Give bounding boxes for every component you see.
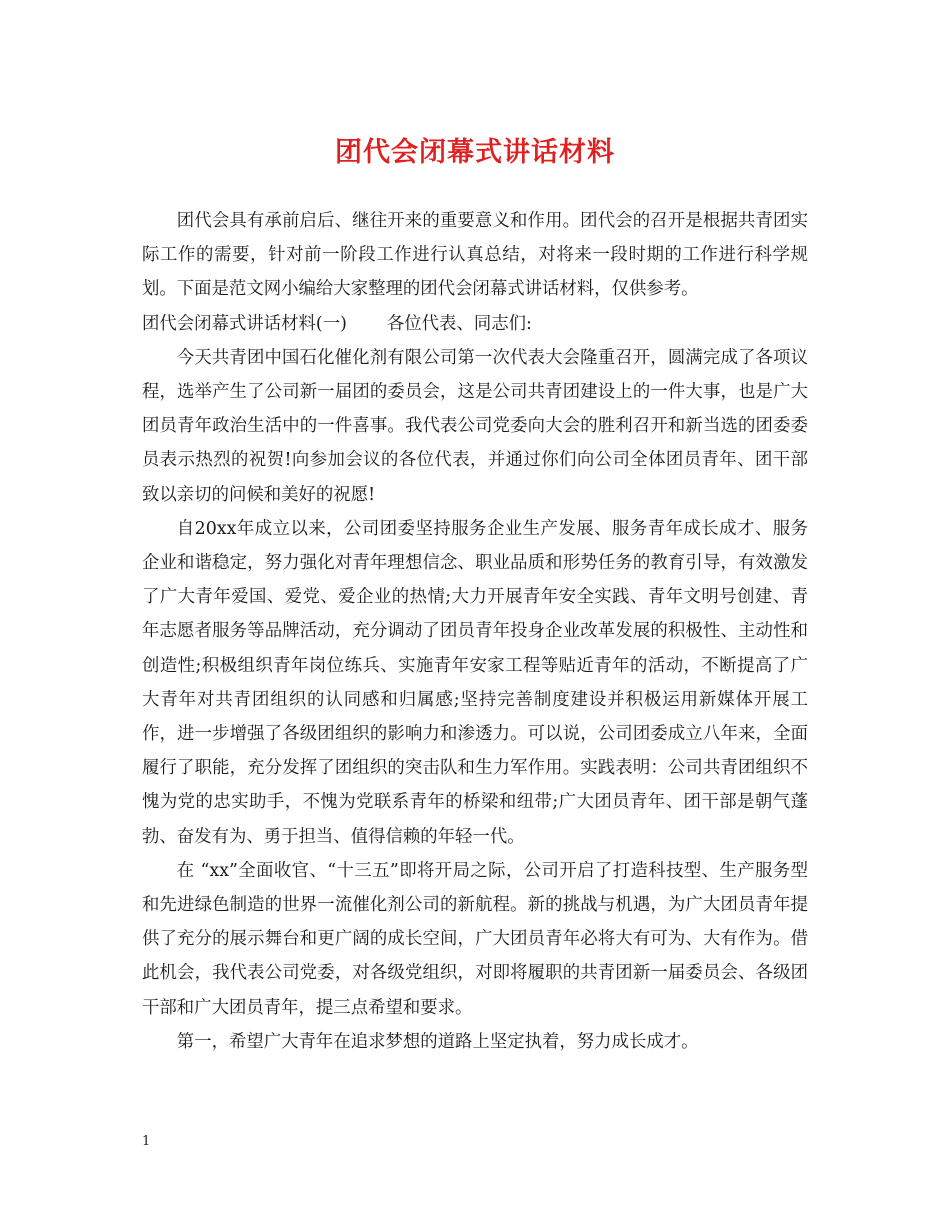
section-heading: 团代会闭幕式讲话材料(一)	[142, 313, 347, 334]
document-body	[142, 204, 808, 1059]
page-number: 1	[142, 1134, 151, 1149]
salutation: 各位代表、同志们:	[386, 313, 532, 334]
section-heading-line	[142, 307, 808, 341]
document-title: 团代会闭幕式讲话材料	[335, 137, 615, 168]
body-paragraph-2: 自20xx年成立以来，公司团委坚持服务企业生产发展、服务青年成长成才、服务企业和谐稳定，努力强化对青年理想信念、职业品质和形势任务的教育引导，有效激发了广大青年爱国、爱党、爱企业的热情;大力开展青年安全实践、青年文明号创建、青年志愿者服务等品牌活动，充分调动了团员青年投身企业改革发展的积极性、主动性和创造性;积极组织青年岗位练兵、实施青年安家工程等贴近青年的活动，不断提高了广大青年对共青团组织的认同感和归属感;坚持完善制度建设并积极运用新媒体开展工作，进一步增强了各级团组织的影响力和渗透力。可以说，公司团委成立八年来，全面履行了职能，充分发挥了团组织的突击队和生力军作用。实践表明：公司共青团组织不愧为党的忠实助手，不愧为党联系青年的桥梁和纽带;广大团员青年、团干部是朝气蓬勃、奋发有为、勇于担当、值得信赖的年轻一代。	[142, 518, 808, 847]
body-paragraph-3: 在 “xx”全面收官、“十三五”即将开局之际，公司开启了打造科技型、生产服务型和先进绿色制造的世界一流催化剂公司的新航程。新的挑战与机遇，为广大团员青年提供了充分的展示舞台和更广阔的成长空间，广大团员青年必将大有可为、大有作为。借此机会，我代表公司党委，对各级党组织，对即将履职的共青团新一届委员会、各级团干部和广大团员青年，提三点希望和要求。	[142, 860, 808, 1018]
intro-paragraph: 团代会具有承前启后、继往开来的重要意义和作用。团代会的召开是根据共青团实际工作的需要，针对前一阶段工作进行认真总结，对将来一段时期的工作进行科学规划。下面是范文网小编给大家整理的团代会闭幕式讲话材料，仅供参考。	[142, 211, 808, 300]
body-paragraph-4: 第一，希望广大青年在追求梦想的道路上坚定执着，努力成长成才。	[176, 1031, 699, 1052]
body-paragraph-1: 今天共青团中国石化催化剂有限公司第一次代表大会隆重召开，圆满完成了各项议程，选举产生了公司新一届团的委员会，这是公司共青团建设上的一件大事，也是广大团员青年政治生活中的一件喜事。我代表公司党委向大会的胜利召开和新当选的团委委员表示热烈的祝贺!向参加会议的各位代表，并通过你们向公司全体团员青年、团干部致以亲切的问候和美好的祝愿!	[142, 347, 808, 505]
